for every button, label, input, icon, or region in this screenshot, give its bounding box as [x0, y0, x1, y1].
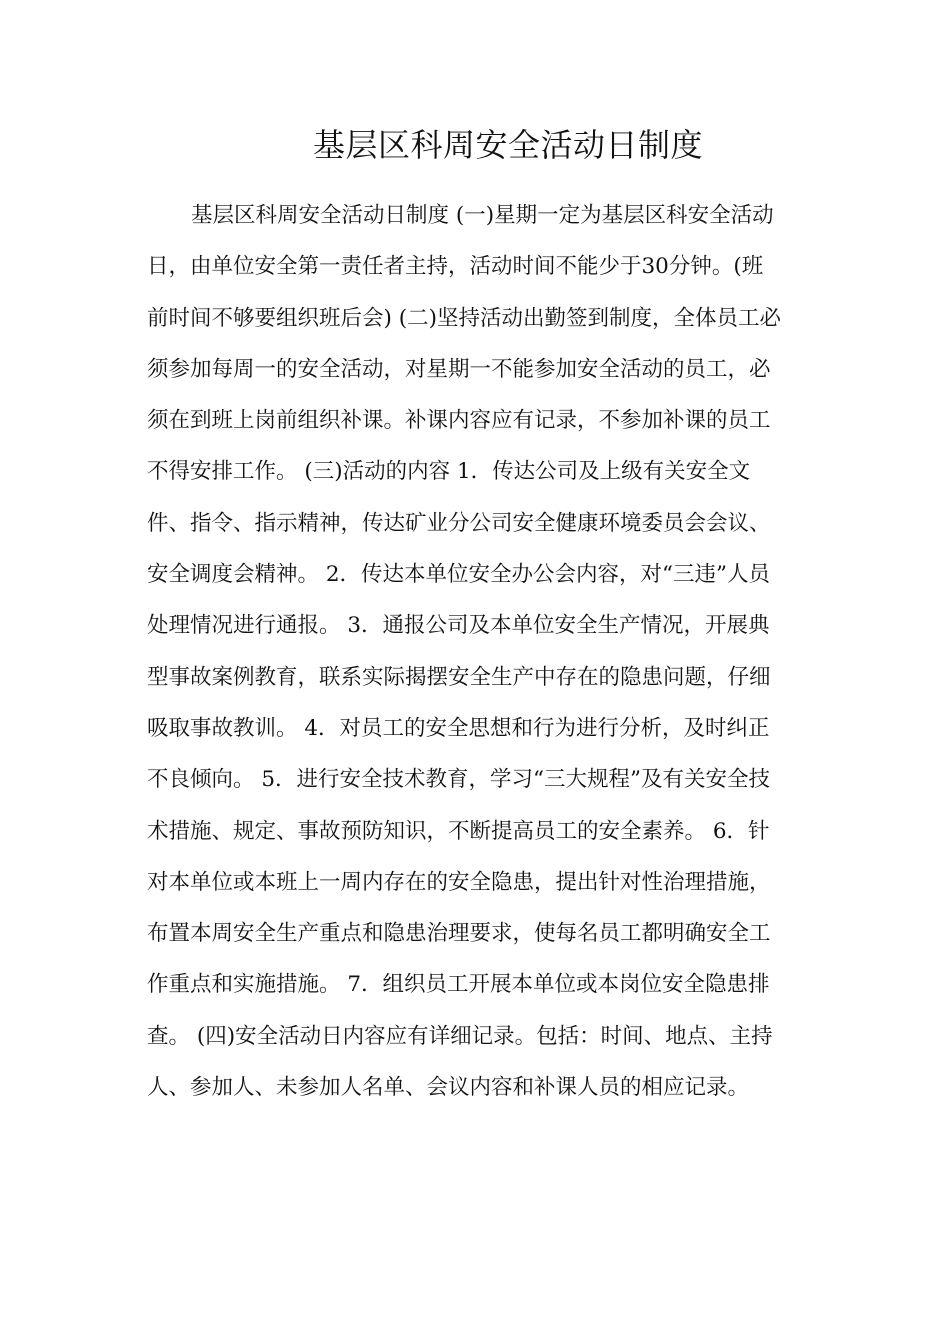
body-line: 人、参加人、未参加人名单、会议内容和补课人员的相应记录。: [147, 1075, 750, 1101]
body-line: 日，由单位安全第一责任者主持，活动时间不能少于30分钟。(班: [147, 254, 764, 280]
body-line: 件、指令、指示精神，传达矿业分公司安全健康环境委员会会议、: [147, 510, 771, 536]
body-line: 不得安排工作。 (三)活动的内容 1．传达公司及上级有关安全文: [147, 459, 751, 485]
body-line: 基层区科周安全活动日制度 (一)星期一定为基层区科安全活动: [191, 203, 774, 228]
body-line: 术措施、规定、事故预防知识，不断提高员工的安全素养。 6．针: [147, 818, 770, 844]
document-title: 基层区科周安全活动日制度: [312, 126, 703, 164]
body-line: 布置本周安全生产重点和隐患治理要求，使每名员工都明确安全工: [147, 921, 771, 947]
document-body: [147, 190, 807, 1113]
body-line: 处理情况进行通报。 3．通报公司及本单位安全生产情况，开展典: [147, 613, 770, 639]
body-line: 查。 (四)安全活动日内容应有详细记录。包括：时间、地点、主持: [147, 1023, 773, 1049]
body-line: 须在到班上岗前组织补课。补课内容应有记录，不参加补课的员工: [147, 408, 771, 434]
body-line: 不良倾向。 5．进行安全技术教育，学习“三大规程”及有关安全技: [147, 767, 770, 793]
body-line: 安全调度会精神。 2．传达本单位安全办公会内容，对“三违”人员: [147, 562, 770, 588]
body-line: 须参加每周一的安全活动，对星期一不能参加安全活动的员工，必: [147, 356, 771, 382]
body-line: 作重点和实施措施。 7．组织员工开展本单位或本岗位安全隐患排: [147, 972, 770, 998]
body-line: 对本单位或本班上一周内存在的安全隐患，提出针对性治理措施，: [147, 869, 771, 895]
body-line: 型事故案例教育，联系实际揭摆安全生产中存在的隐患问题，仔细: [147, 664, 771, 690]
body-line: 前时间不够要组织班后会) (二)坚持活动出勤签到制度，全体员工必: [147, 305, 782, 331]
body-line: 吸取事故教训。 4．对员工的安全思想和行为进行分析，及时纠正: [147, 715, 770, 741]
